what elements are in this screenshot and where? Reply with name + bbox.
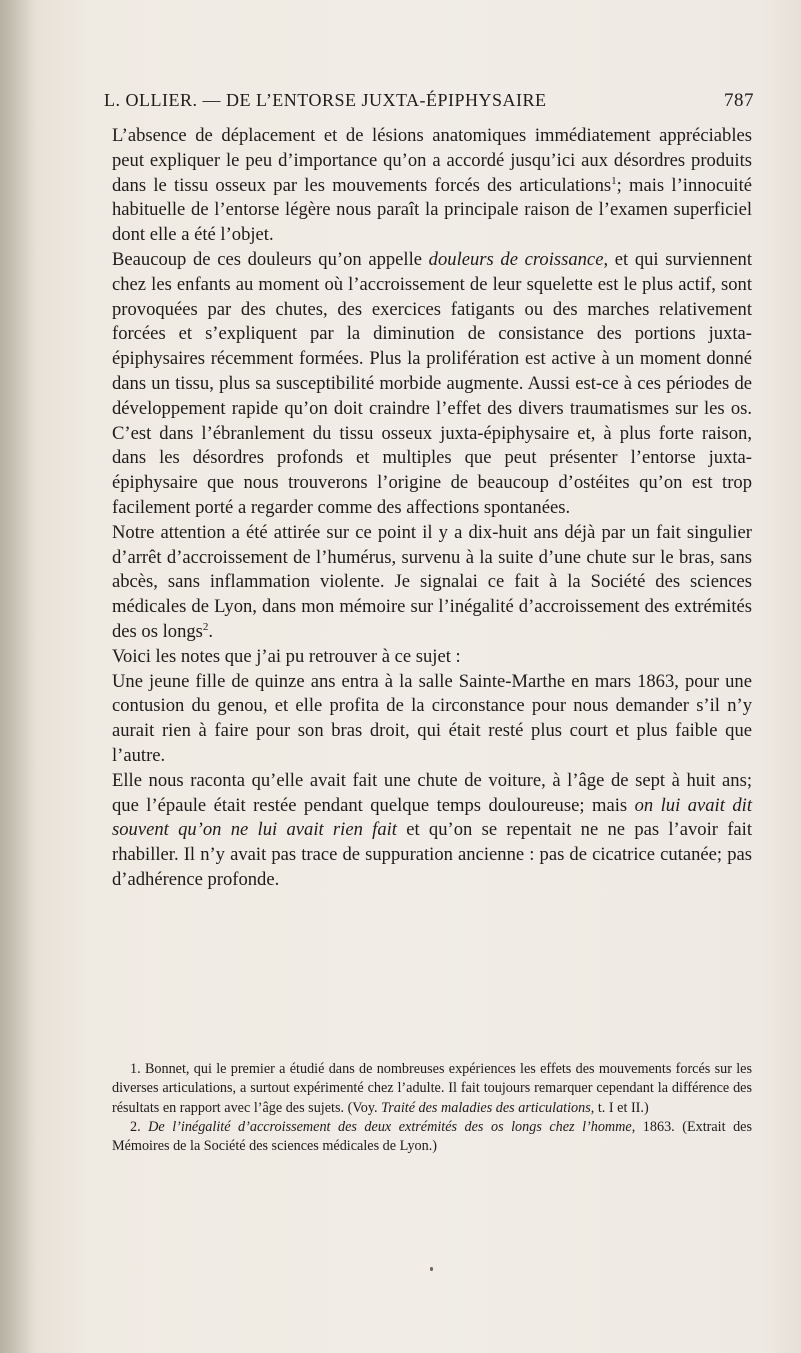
paragraph-2: Beaucoup de ces douleurs qu’on appelle douleurs de croissance, et qui surviennent chez les enfants au moment où l’accroissement de leur squelette est le plus actif, sont provoquées par des chutes, des exercices fatigants ou des marches relativement forcées et s’expliquent par la diminution de consistance des portions juxta-épiphysaires récemment formées. Plus la prolifération est active à un moment donné dans un tissu, plus sa susceptibilité morbide augmente. Aussi est-ce à ces périodes de développement rapide qu’on doit craindre l’effet des divers traumatismes sur les os. C’est dans l’ébranlement du tissu osseux juxta-épiphysaire et, à plus forte raison, dans les désordres profonds et multiples que peut présenter l’entorse juxta-épiphysaire que nous trouverons l’origine de beaucoup d’ostéites qu’on est trop facilement porté a regarder comme des affections spontanées. — [112, 248, 752, 518]
footnote-1: 1. Bonnet, qui le premier a étudié dans de nombreuses expériences les effets des mouvements forcés sur les diverses articulations, a surtout expérimenté chez l’adulte. Il fait toujours remarquer cependant la différence des résultats en rapport avec l’âge des sujets. (Voy. Traité des maladies des articulations, t. I et II.) — [112, 1061, 752, 1116]
binding-shadow — [0, 0, 36, 1353]
paragraph-5: Une jeune fille de quinze ans entra à la salle Sainte-Marthe en mars 1863, pour une contusion du genou, et elle profita de la circonstance pour nous demander s’il n’y aurait rien à faire pour son bras droit, qui était resté plus court et plus faible que l’autre. — [112, 670, 752, 766]
page-number: 787 — [724, 90, 754, 111]
paragraph-4: Voici les notes que j’ai pu retrouver à ce sujet : — [112, 645, 461, 667]
paragraph-3: Notre attention a été attirée sur ce point il y a dix-huit ans déjà par un fait singulier d’arrêt d’accroissement de l’humérus, survenu à la suite d’une chute sur le bras, sans abcès, sans inflammation violente. Je signalai ce fait à la Société des sciences médicales de Lyon, dans mon mémoire sur l’inégalité d’accroissement des extrémités des os longs$^2$. — [112, 521, 752, 642]
emphasis-quote: on lui avait dit souvent qu’on ne lui avait rien fait — [112, 794, 752, 841]
running-title: L. OLLIER. — DE L’ENTORSE JUXTA-ÉPIPHYSAIRE — [104, 90, 547, 110]
emphasis-douleurs-de-croissance: douleurs de croissance — [428, 248, 604, 270]
paragraph-6: Elle nous raconta qu’elle avait fait une chute de voiture, à l’âge de sept à huit ans; que l’épaule était restée pendant quelque temps douloureuse; mais on lui avait dit souvent qu’on ne lui avait rien fait et qu’on se repentait ne ne pas l’avoir fait rhabiller. Il n’y avait pas trace de suppuration ancienne : pas de cicatrice cutanée; pas d’adhérence profonde. — [112, 769, 753, 890]
footnotes — [112, 1060, 752, 1156]
paragraph-1: L’absence de déplacement et de lésions anatomiques immédiatement appréciables peut expliquer le peu d’importance qu’on a accordé jusqu’ici aux désordres produits dans le tissu osseux par les mouvements forcés des articulations$^1$; mais l’innocuité habituelle de l’entorse légère nous paraît la principale raison de l’examen superficiel dont elle a été l’objet. — [112, 125, 752, 246]
footnote-2: 2. De l’inégalité d’accroissement des deux extrémités des os longs chez l’homme, 1863. (Extrait des Mémoires de la Société des sciences médicales de Lyon.) — [112, 1118, 752, 1155]
ink-speck — [430, 1267, 433, 1271]
main-text — [112, 124, 752, 893]
footnote-ref-2: 2 — [202, 620, 209, 633]
footnote-ref-1: 1 — [611, 174, 617, 187]
running-header — [104, 90, 754, 118]
